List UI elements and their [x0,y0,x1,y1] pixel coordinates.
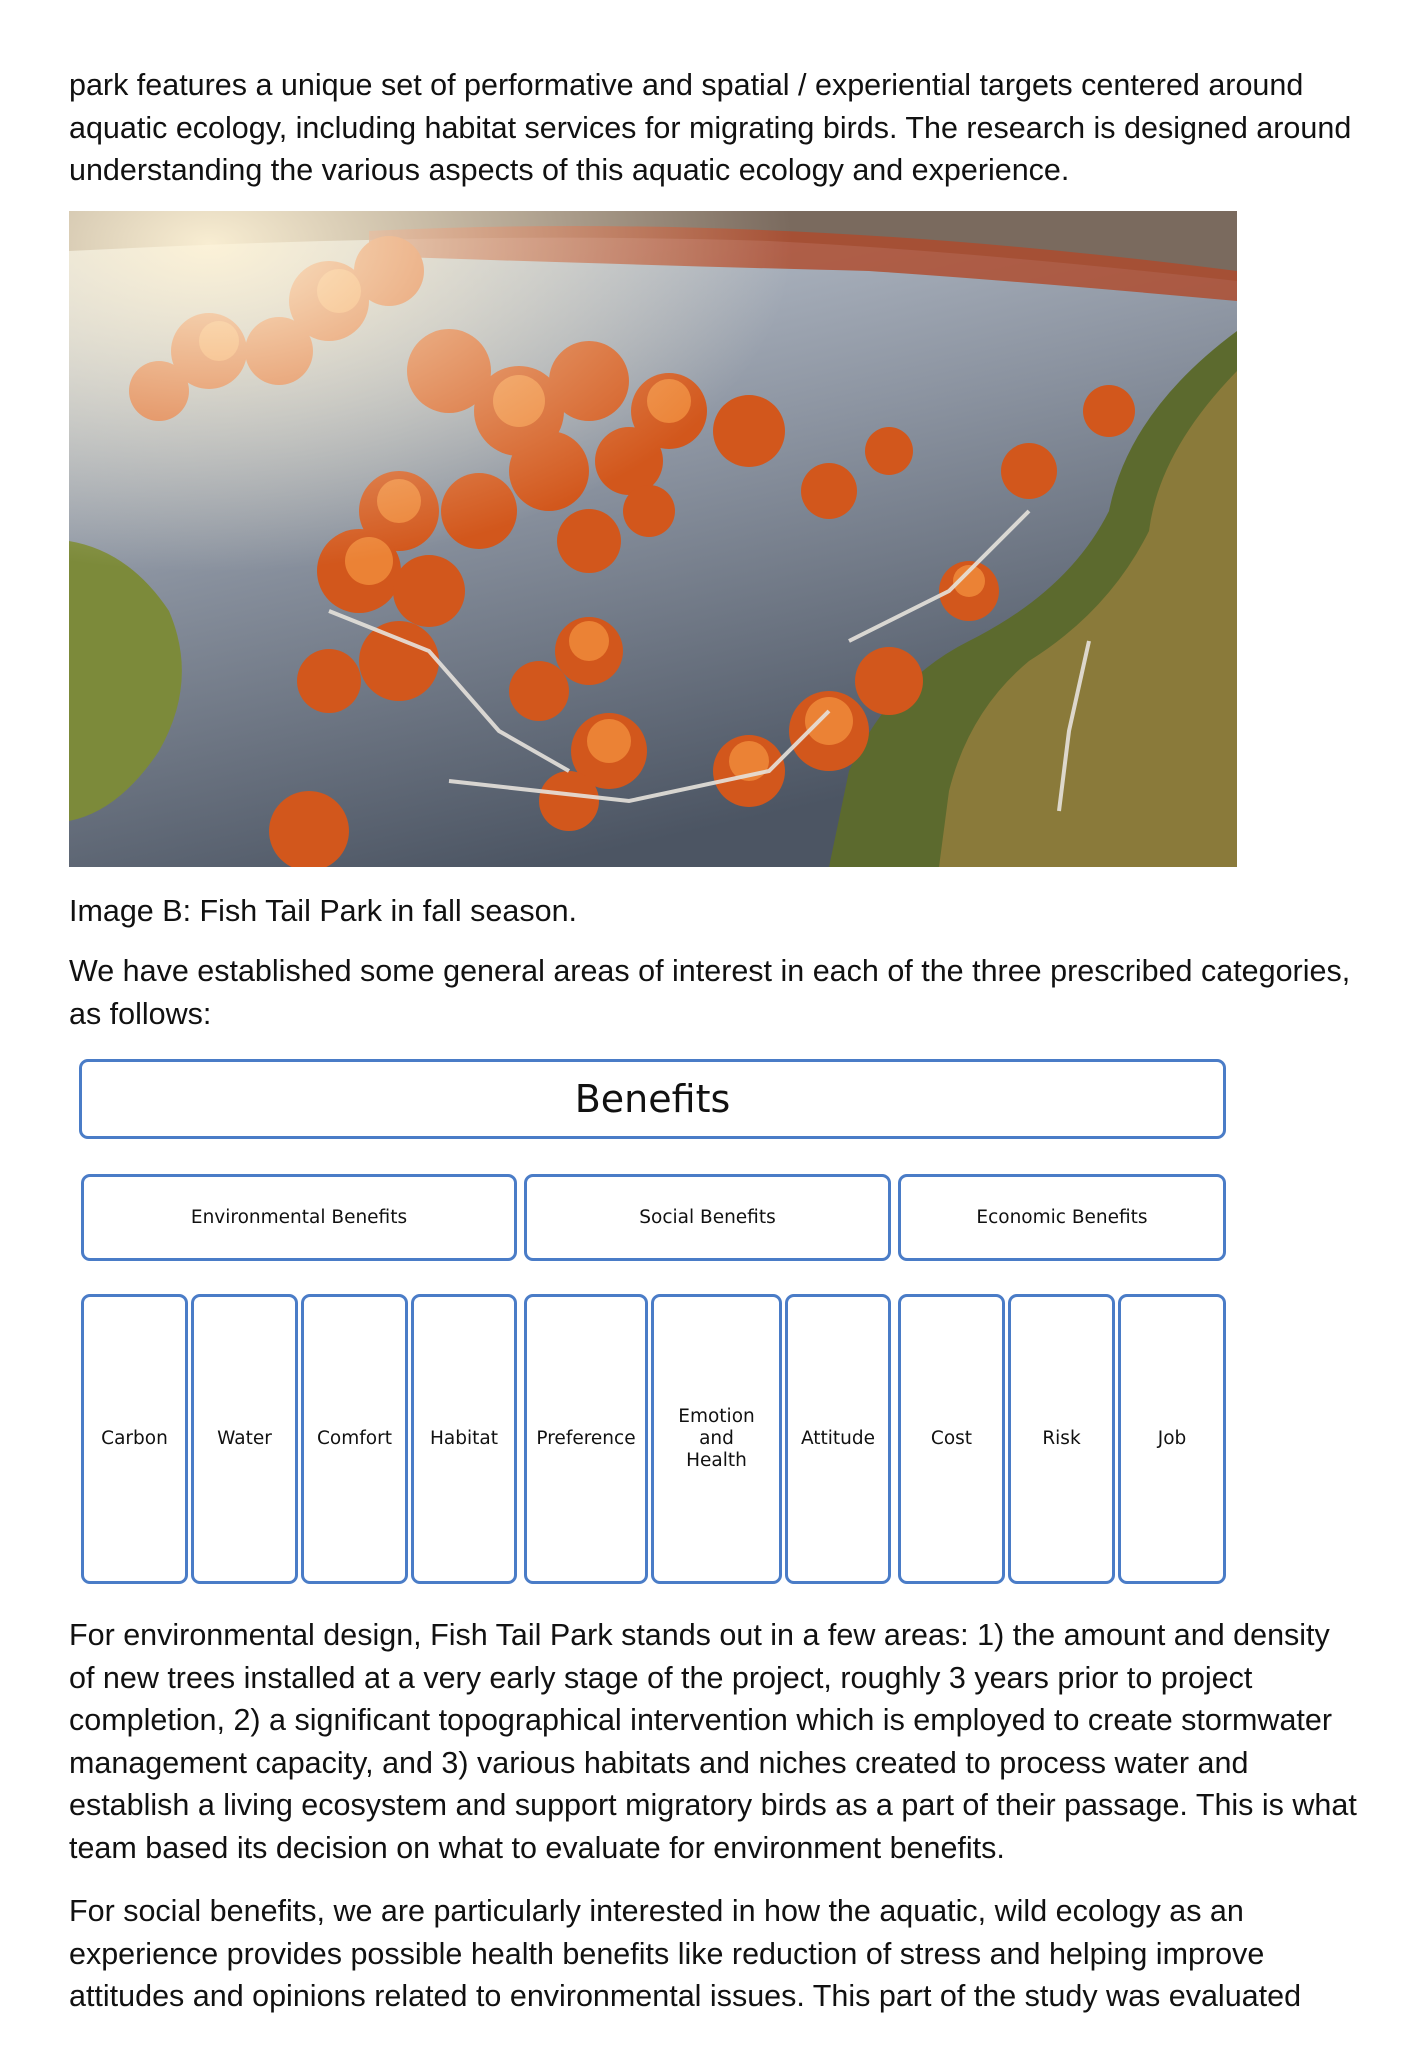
intro-paragraph: park features a unique set of performative and spatial / experiential targets centered around aquatic ecology, including habitat services for migrating birds. The research is designed around understanding the various aspects of this aquatic ecology and experience. [69,68,1352,187]
leaf-cost: Cost [898,1294,1005,1584]
environmental-benefits-box: Environmental Benefits [81,1174,517,1261]
leaf-preference: Preference [524,1294,648,1584]
leaf-risk: Risk [1008,1294,1115,1584]
leaf-water: Water [191,1294,298,1584]
leaf-habitat: Habitat [411,1294,517,1584]
leaf-carbon: Carbon [81,1294,188,1584]
economic-benefits-box: Economic Benefits [898,1174,1226,1261]
leaf-comfort: Comfort [301,1294,408,1584]
benefits-root-box: Benefits [79,1059,1226,1139]
aerial-park-image [69,211,1237,867]
categories-intro-paragraph: We have established some general areas of interest in each of the three prescribed categories, as follows: [69,954,1351,1031]
image-caption: Image B: Fish Tail Park in fall season. [69,894,578,928]
leaf-job: Job [1118,1294,1226,1584]
social-benefits-box: Social Benefits [524,1174,891,1261]
leaf-attitude: Attitude [785,1294,891,1584]
fish-tail-park-photo [69,211,1237,867]
leaf-emotion-health: Emotion and Health [651,1294,782,1584]
social-paragraph: For social benefits, we are particularly interested in how the aquatic, wild ecology as an experience provides possible health benefits like reduction of stress and helping improve attitudes and opinions related to environmental issues. This part of the study was evaluated [69,1894,1302,2013]
environmental-paragraph: For environmental design, Fish Tail Park stands out in a few areas: 1) the amount and density of new trees installed at a very early stage of the project, roughly 3 years prior to project completion, 2) a significant topographical intervention which is employed to create stormwater management capacity, and 3) various habitats and niches created to process water and establish a living ecosystem and support migratory birds as a part of their passage. This is what team based its decision on what to evaluate for environment benefits. [69,1618,1357,1865]
